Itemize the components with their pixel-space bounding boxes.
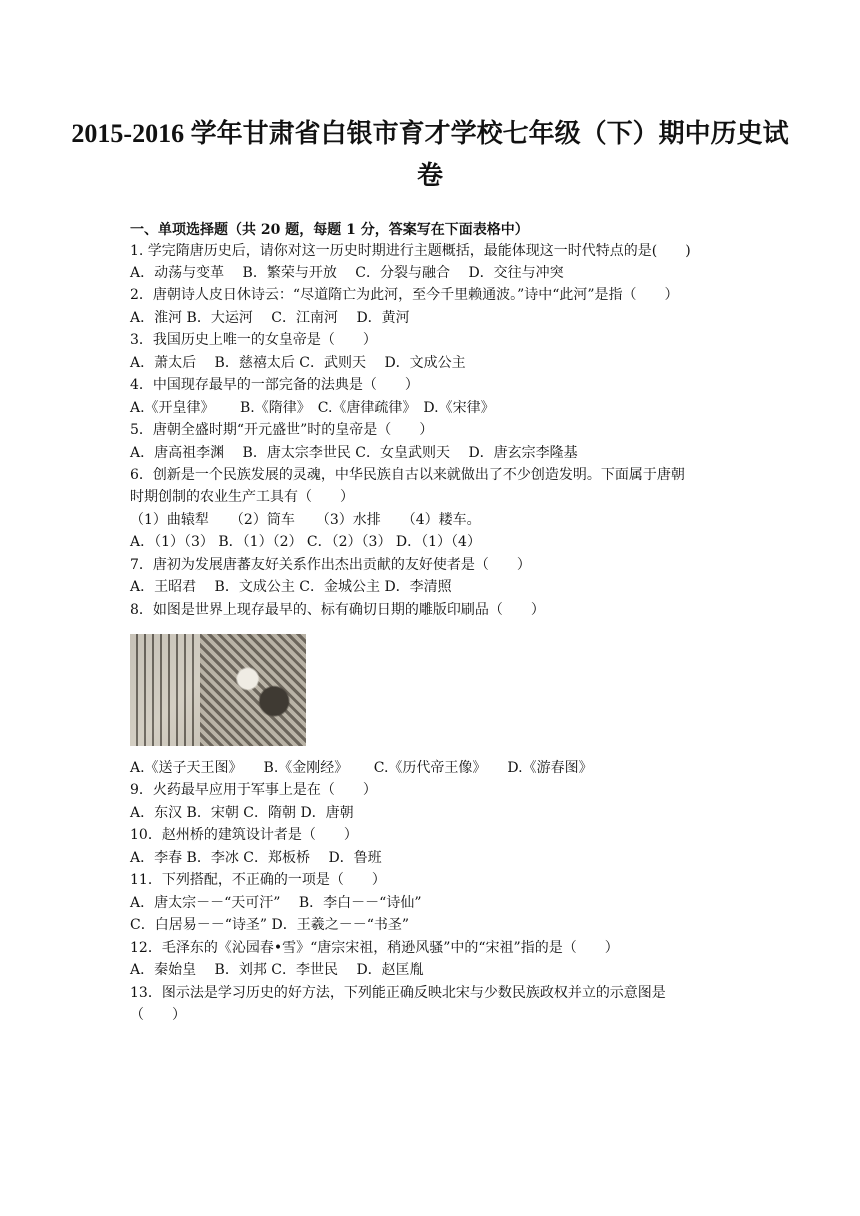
question-2: 2．唐朝诗人皮日休诗云：“尽道隋亡为此河，至今千里赖通波。”诗中“此河”是指（ ） <box>130 287 679 303</box>
question-11: 11．下列搭配，不正确的一项是（ ） <box>130 872 386 888</box>
question-7-options: A．王昭君 B．文成公主 C．金城公主 D．李清照 <box>130 579 452 595</box>
question-5-options: A．唐高祖李渊 B．唐太宗李世民 C．女皇武则天 D．唐玄宗李隆基 <box>130 445 578 461</box>
question-3-options: A．萧太后 B．慈禧太后 C．武则天 D．文成公主 <box>130 355 466 371</box>
page-title-line1: 2015-2016 学年甘肃省白银市育才学校七年级（下）期中历史试 <box>71 119 789 148</box>
question-6: 6．创新是一个民族发展的灵魂，中华民族自古以来就做出了不少创造发明。下面属于唐朝 <box>130 467 685 483</box>
question-9: 9．火药最早应用于军事上是在（ ） <box>130 782 377 798</box>
question-1: 1. 学完隋唐历史后，请你对这一历史时期进行主题概括，最能体现这一时代特点的是( ) <box>130 243 691 259</box>
question-6-cont: 时期创制的农业生产工具有（ ） <box>130 489 354 505</box>
question-4: 4．中国现存最早的一部完备的法典是（ ） <box>130 377 419 393</box>
question-5: 5．唐朝全盛时期“开元盛世”时的皇帝是（ ） <box>130 422 434 438</box>
question-10: 10．赵州桥的建筑设计者是（ ） <box>130 827 358 843</box>
question-2-options: A．淮河 B．大运河 C．江南河 D．黄河 <box>130 310 410 326</box>
question-4-options: A.《开皇律》 B.《隋律》 C.《唐律疏律》 D.《宋律》 <box>130 400 495 416</box>
question-11-options-ab: A．唐太宗－－“天可汗” B．李白－－“诗仙” <box>130 895 422 911</box>
question-12: 12．毛泽东的《沁园春•雪》“唐宗宋祖，稍逊风骚”中的“宋祖”指的是（ ） <box>130 940 619 956</box>
question-9-options: A．东汉 B．宋朝 C．隋朝 D．唐朝 <box>130 805 354 821</box>
question-6-options: A．（1）（3） B．（1）（2） C．（2）（3） D．（1）（4） <box>130 534 481 550</box>
question-11-options-cd: C．白居易－－“诗圣” D．王羲之－－“书圣” <box>130 917 410 933</box>
question-3: 3．我国历史上唯一的女皇帝是（ ） <box>130 332 377 348</box>
question-7: 7．唐初为发展唐蕃友好关系作出杰出贡献的友好使者是（ ） <box>130 557 531 573</box>
figure-text-panel <box>130 634 200 746</box>
question-6-items: （1）曲辕犁 （2）筒车 （3）水排 （4）耧车。 <box>130 512 481 528</box>
figure-illustration <box>200 634 306 746</box>
question-13: 13．图示法是学习历史的好方法，下列能正确反映北宋与少数民族政权并立的示意图是 <box>130 985 666 1001</box>
question-13-cont: （ ） <box>130 1007 186 1023</box>
question-8-options: A.《送子天王图》 B.《金刚经》 C.《历代帝王像》 D.《游春图》 <box>130 760 593 776</box>
diamond-sutra-image <box>130 634 306 746</box>
question-10-options: A．李春 B．李冰 C．郑板桥 D．鲁班 <box>130 850 382 866</box>
question-1-options: A．动荡与变革 B．繁荣与开放 C．分裂与融合 D．交往与冲突 <box>130 265 564 281</box>
question-12-options: A．秦始皇 B．刘邦 C．李世民 D．赵匡胤 <box>130 962 424 978</box>
section-header: 一、单项选择题（共 20 题，每题 1 分，答案写在下面表格中） <box>130 222 529 238</box>
question-8: 8．如图是世界上现存最早的、标有确切日期的雕版印刷品（ ） <box>130 602 545 618</box>
page-title-line2: 卷 <box>416 161 443 190</box>
